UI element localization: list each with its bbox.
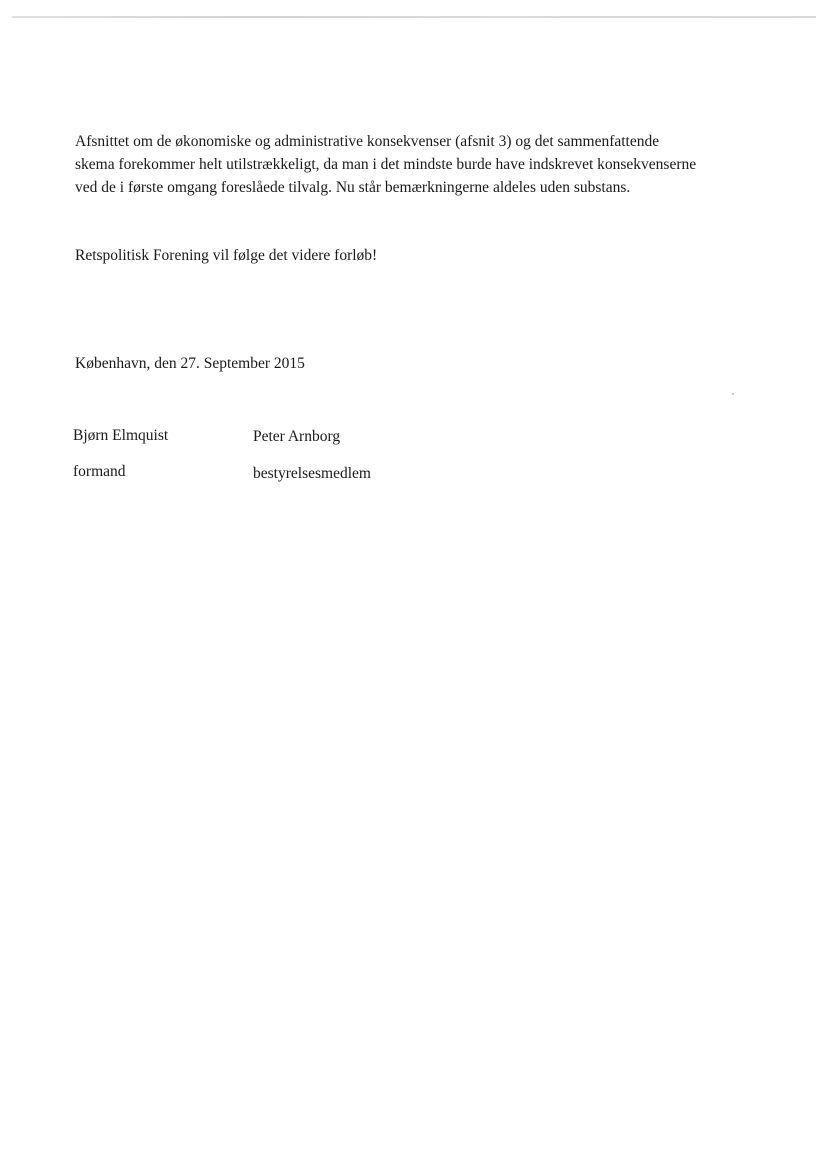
- paragraph-line: skema forekommer helt utilstrækkeligt, da man i det mindste burde have indskrevet konsekvenserne: [75, 156, 697, 173]
- signatory-name: Bjørn Elmquist: [73, 427, 169, 444]
- paragraph-line: ved de i første omgang foreslåede tilvalg. Nu står bemærkningerne aldeles uden substans.: [75, 179, 631, 196]
- scan-edge-line: [12, 16, 816, 18]
- signatory-name: Peter Arnborg: [253, 428, 341, 445]
- place-and-date: København, den 27. September 2015: [75, 355, 305, 372]
- body-paragraph: [75, 130, 765, 199]
- scan-speck: [732, 393, 734, 395]
- paragraph-line: Afsnittet om de økonomiske og administrative konsekvenser (afsnit 3) og det sammenfattende: [75, 133, 660, 150]
- signatory-role: formand: [73, 463, 126, 480]
- signatory-role: bestyrelsesmedlem: [253, 465, 371, 482]
- closing-statement: Retspolitisk Forening vil følge det videre forløb!: [75, 247, 378, 264]
